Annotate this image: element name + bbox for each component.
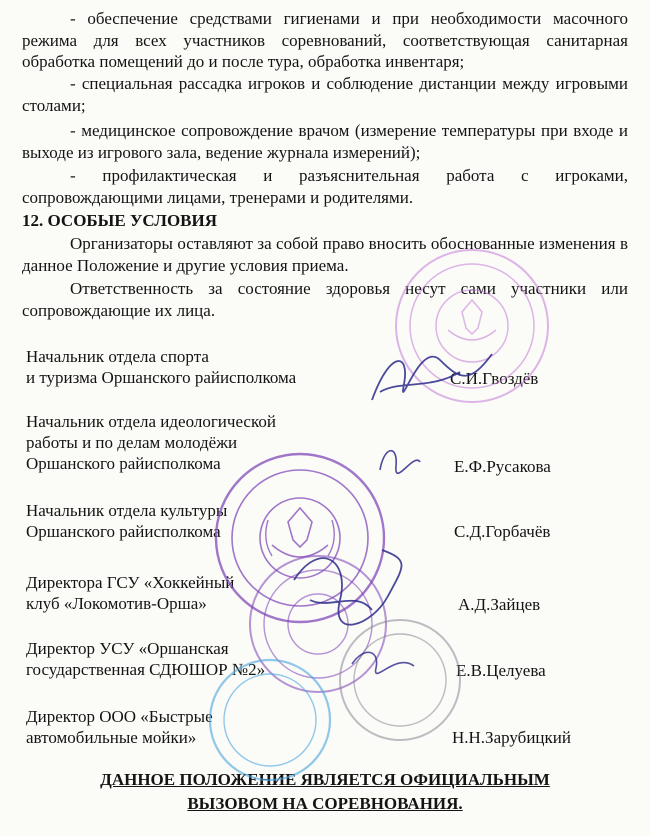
official-stamp-grey bbox=[340, 620, 460, 740]
paragraph: Организаторы оставляют за собой право вносить обоснованные изменения в данное Положение и другие условия приема. bbox=[22, 234, 628, 275]
signatory-name: Е.В.Целуева bbox=[456, 661, 546, 680]
paragraph: Ответственность за состояние здоровья несут сами участники или сопровождающие их лица. bbox=[22, 279, 628, 320]
signatory-title: Директор УСУ «Оршанская государственная СДЮШОР №2» bbox=[26, 639, 266, 679]
list-item: - медицинское сопровождение врачом (измерение температуры при входе и выходе из игрового зала, ведение журнала измерений); bbox=[22, 121, 628, 162]
list-item: - профилактическая и разъяснительная работа с игроками, сопровождающими лицами, тренерами и родителями. bbox=[22, 166, 628, 207]
footer-line: ДАННОЕ ПОЛОЖЕНИЕ ЯВЛЯЕТСЯ ОФИЦИАЛЬНЫМ bbox=[100, 770, 550, 789]
signatory-name: Н.Н.Зарубицкий bbox=[452, 728, 571, 747]
footer-line: ВЫЗОВОМ НА СОРЕВНОВАНИЯ. bbox=[187, 794, 463, 813]
signatory-name: С.И.Гвоздёв bbox=[450, 369, 539, 388]
signatory-title: Начальник отдела идеологической работы и по делам молодёжи Оршанского райисполкома bbox=[26, 412, 276, 473]
signatory-name: Е.Ф.Русакова bbox=[454, 457, 551, 476]
signatory-title: Начальник отдела культуры Оршанского райисполкома bbox=[26, 501, 228, 541]
list-item: - специальная рассадка игроков и соблюдение дистанции между игровыми столами; bbox=[22, 74, 628, 115]
signatory-title: Начальник отдела спорта и туризма Оршанского райисполкома bbox=[26, 347, 297, 387]
signatory-name: А.Д.Зайцев bbox=[458, 595, 541, 614]
signatory-title: Директора ГСУ «Хоккейный клуб «Локомотив-Орша» bbox=[26, 573, 235, 613]
list-item: - обеспечение средствами гигиенами и при необходимости масочного режима для всех участников соревнований, соответствующая санитарная обработка помещений до и после тура, обработка инвентаря; bbox=[22, 9, 628, 71]
signatory-title: Директор ООО «Быстрые автомобильные мойки» bbox=[26, 707, 213, 747]
signature-4 bbox=[352, 652, 414, 673]
signatory-name: С.Д.Горбачёв bbox=[454, 522, 551, 541]
section-heading: 12. ОСОБЫЕ УСЛОВИЯ bbox=[22, 211, 218, 230]
signature-2 bbox=[380, 451, 420, 474]
